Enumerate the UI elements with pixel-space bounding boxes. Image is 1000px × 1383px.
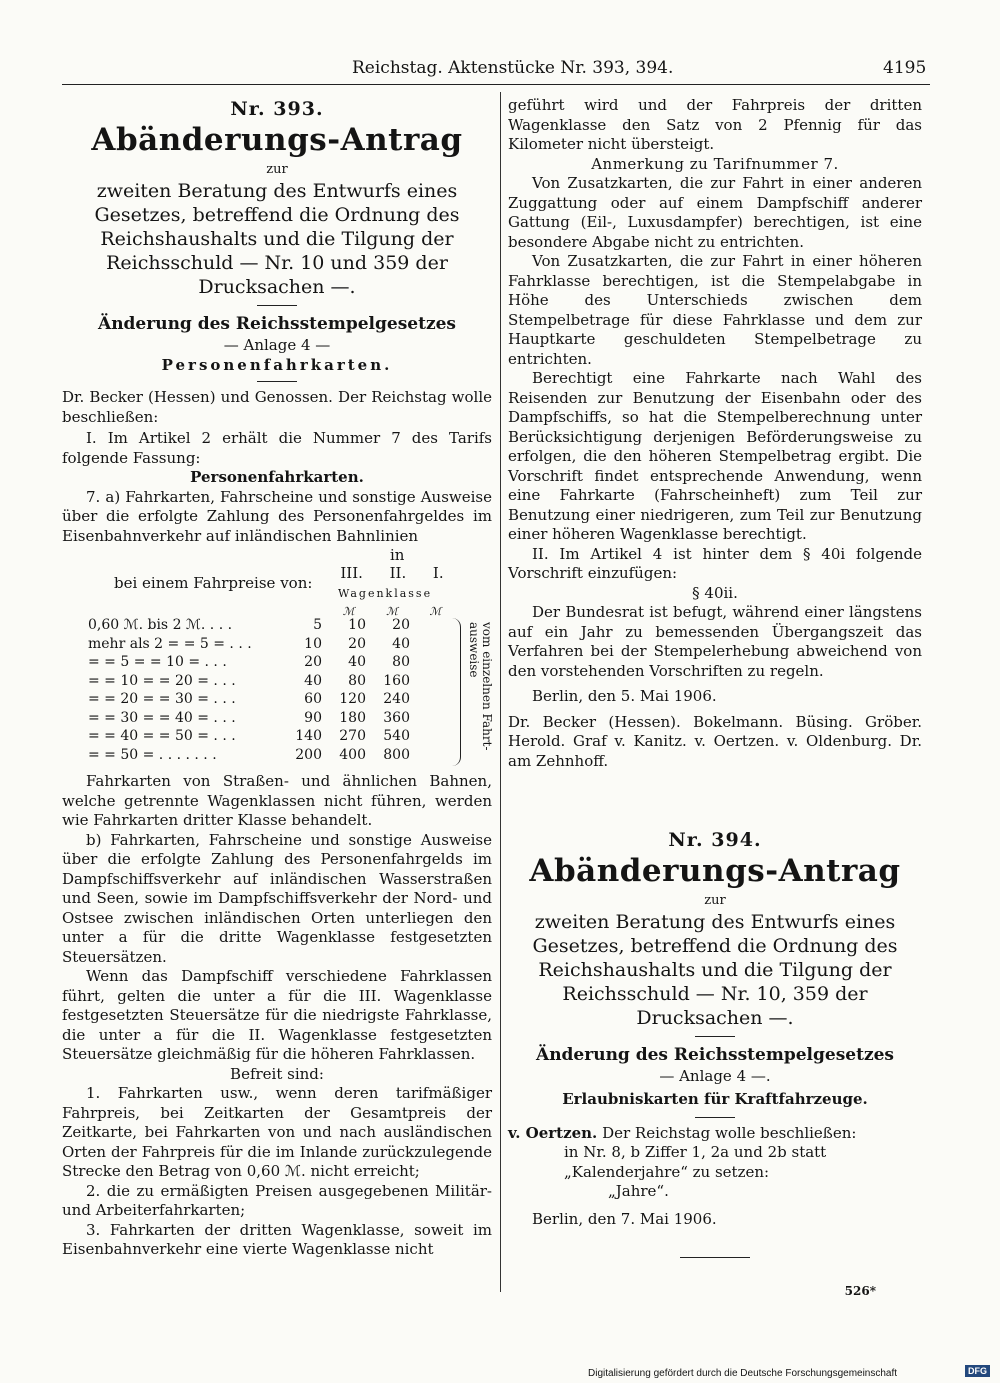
- amendment-replacement: „Jahre“.: [608, 1182, 669, 1200]
- fare-range: = = 30 = = 40 = . . .: [88, 709, 236, 726]
- motion-line: [508, 1124, 922, 1144]
- class-header: II.: [389, 564, 407, 582]
- fare-range: = = 10 = = 20 = . . .: [88, 672, 236, 689]
- fare-value: 20: [304, 654, 322, 670]
- doc-number: Nr. 393.: [230, 98, 324, 120]
- anmerkung-3: Berechtigt eine Fahrkarte nach Wahl des Reisenden zur Benutzung der Eisenbahn oder des Dampfschiffs, so hat die Stempelberechnung unter Berücksichtigung derjenigen Beförderungsweise zu erfolgen, die den höheren Stempelbetrag ergibt. Die Vorschrift findet entsprechende Anwendung, wenn eine Fahrkarte (Fahrscheinheft) zum Teil zur Benutzung einer niedrigeren, zum Teil zur Benutzung einer höheren Wagenklasse berechtigt.: [508, 369, 922, 543]
- fare-value: 10: [348, 617, 366, 633]
- paragraph-II: II. Im Artikel 4 ist hinter dem § 40i folgende Vorschrift einzufügen:: [508, 544, 922, 582]
- table-row: [86, 709, 412, 728]
- doc-title-2: Abänderungs-Antrag: [529, 852, 901, 889]
- fare-range: 0,60 ℳ. bis 2 ℳ. . . .: [88, 617, 233, 633]
- date-2: Berlin, den 7. Mai 1906.: [532, 1209, 717, 1228]
- proposer-name: v. Oertzen.: [508, 1123, 598, 1142]
- zur-label-2: zur: [704, 892, 726, 908]
- paragraph-7a: 7. a) Fahrkarten, Fahrscheine und sonstige Ausweise über die erfolgte Zahlung des Personenfahrgeldes im Eisenbahnverkehr auf inländischen Bahnlinien: [62, 487, 492, 545]
- fare-value: 40: [348, 654, 366, 670]
- right-column: [508, 96, 922, 1302]
- closing-rule: [680, 1257, 750, 1258]
- short-rule: [695, 1117, 735, 1118]
- fare-value: 800: [383, 746, 410, 763]
- doc-title: Abänderungs-Antrag: [91, 121, 463, 158]
- paragraph-sign: § 40ii.: [692, 583, 738, 602]
- fare-value: 160: [383, 672, 410, 689]
- class-header: III.: [340, 564, 363, 582]
- column-rule: [500, 92, 501, 1292]
- fare-value: 200: [295, 746, 322, 763]
- fare-value: 360: [383, 709, 410, 726]
- brace-label: vom einzelnen Fahrt-ausweise: [467, 622, 494, 751]
- paragraph-I: I. Im Artikel 2 erhält die Nummer 7 des Tarifs folgende Fassung:: [62, 429, 492, 467]
- fare-value: 80: [348, 672, 366, 689]
- wagenklasse-label: Wagenklasse: [338, 587, 433, 600]
- anmerkung-heading: Anmerkung zu Tarifnummer 7.: [591, 154, 839, 173]
- table-row: [86, 653, 412, 672]
- fare-value: 180: [339, 709, 366, 726]
- exemption-1: 1. Fahrkarten usw., wenn deren tarifmäßiger Fahrpreis, bei Zeitkarten der Gesamtpreis der Zeitkarte, bei Fahrkarten von und nach ausländischen Orten der Fahrpreis für die im Inlande zurückzulegende Strecke den Betrag von 0,60 ℳ. nicht erreicht;: [62, 1084, 492, 1180]
- strassen-paragraph: Fahrkarten von Straßen- und ähnlichen Bahnen, welche getrennte Wagenklassen nicht führen, werden wie Fahrkarten dritter Klasse behandelt.: [62, 772, 492, 829]
- section-heading: Änderung des Reichsstempelgesetzes: [98, 314, 456, 334]
- fare-range: = = 50 = . . . . . . .: [88, 746, 217, 763]
- fare-value: 270: [339, 728, 366, 744]
- header-rule: [62, 84, 930, 85]
- amendment-line: in Nr. 8, b Ziffer 1, 2a und 2b statt „Kalenderjahre“ zu setzen:: [564, 1143, 827, 1181]
- sub-heading-2: Erlaubniskarten für Kraftfahrzeuge.: [562, 1089, 868, 1108]
- anmerkung-1: Von Zusatzkarten, die zur Fahrt in einer anderen Zuggattung oder auf einem Dampfschiff anderer Gattung (Eil-, Luxusdampfer) berechtigen, ist eine besondere Abgabe nicht zu entrichten.: [508, 174, 922, 251]
- table-row: [86, 635, 412, 654]
- footer-credit: Digitalisierung gefördert durch die Deutsche Forschungsgemeinschaft: [588, 1368, 898, 1379]
- table-row: [86, 690, 412, 709]
- fare-value: 20: [392, 617, 410, 633]
- section-heading-2: Änderung des Reichsstempelgesetzes: [536, 1045, 894, 1065]
- fare-range: = = 5 = = 10 = . . .: [88, 654, 227, 670]
- short-rule: [257, 305, 297, 306]
- fare-value: 240: [383, 691, 410, 707]
- short-rule: [257, 381, 297, 382]
- doc-number-2: Nr. 394.: [668, 829, 762, 851]
- anlage-label-2: — Anlage 4 —.: [659, 1067, 771, 1085]
- doc-subject: zweiten Beratung des Entwurfs eines Gesetzes, betreffend die Ordnung des Reichshaushalts und die Tilgung der Reichsschuld — Nr. 10 und 359 der Drucksachen —.: [94, 180, 460, 298]
- paragraph-7b: b) Fahrkarten, Fahrscheine und sonstige Ausweise über die erfolgte Zahlung des Personenfahrgelds im Dampfschiffsverkehr auf inländischen Wasserstraßen und Seen, sowie im Dampfschiffsverkehr der Nord- und Ostsee zwischen inländischen Orten unterliegen den unter a für die dritte Wagenklasse festgesetzten Steuersätzen.: [62, 830, 492, 966]
- motion-text: Der Reichstag wolle beschließen:: [602, 1123, 857, 1142]
- fare-value: 400: [339, 746, 366, 763]
- fare-value: 140: [295, 728, 322, 744]
- fare-table-block: [62, 546, 492, 772]
- spaced-heading: Personenfahrkarten.: [161, 355, 393, 374]
- tarif-heading: Personenfahrkarten.: [190, 468, 364, 486]
- intro-paragraph: Dr. Becker (Hessen) und Genossen. Der Reichstag wolle beschließen:: [62, 388, 492, 426]
- table-row: [86, 746, 412, 765]
- fare-value: 120: [339, 691, 366, 707]
- running-header: Reichstag. Aktenstücke Nr. 393, 394.: [352, 58, 674, 78]
- fare-value: 10: [304, 635, 322, 652]
- fare-table: [86, 616, 412, 764]
- date-1: Berlin, den 5. Mai 1906.: [532, 687, 717, 705]
- table-row: [86, 672, 412, 691]
- unit-label: ℳ: [342, 605, 355, 618]
- table-in-label: in: [390, 546, 405, 564]
- fare-value: 60: [304, 691, 322, 707]
- table-row: [86, 616, 412, 635]
- zur-label: zur: [266, 161, 288, 177]
- anlage-label: — Anlage 4 —: [223, 336, 331, 354]
- short-rule: [695, 1036, 735, 1037]
- dfg-logo: DFG: [965, 1365, 990, 1377]
- table-brace: [452, 618, 461, 766]
- fare-range: = = 40 = = 50 = . . .: [88, 728, 236, 744]
- exemption-3: 3. Fahrkarten der dritten Wagenklasse, soweit im Eisenbahnverkehr eine vierte Wagenklasse nicht: [62, 1220, 492, 1258]
- table-label: bei einem Fahrpreise von:: [114, 574, 313, 592]
- left-column: [62, 96, 492, 1260]
- page-number: 4195: [883, 58, 927, 78]
- dampfschiff-paragraph: Wenn das Dampfschiff verschiedene Fahrklassen führt, gelten die unter a für die III. Wagenklasse festgesetzten Steuersätze für die niedrigste Fahrklasse, die unter a für die II. Wagenklasse festgesetzten Steuersätze gleichmäßig für die höheren Fahrklassen.: [62, 967, 492, 1063]
- class-header: I.: [432, 564, 444, 582]
- class-headers: [327, 564, 457, 584]
- fare-value: 20: [348, 635, 366, 652]
- fare-value: 40: [304, 672, 322, 689]
- paragraph-40ii: Der Bundesrat ist befugt, während einer längstens auf ein Jahr zu bemessenden Übergangszeit das Verfahren bei der Stempelerhebung abweichend von den vorstehenden Vorschriften zu regeln.: [508, 603, 922, 680]
- fare-range: = = 20 = = 30 = . . .: [88, 691, 236, 707]
- sheet-number: 526*: [844, 1284, 876, 1298]
- table-row: [86, 727, 412, 746]
- fare-value: 90: [304, 709, 322, 726]
- signatories: Dr. Becker (Hessen). Bokelmann. Büsing. Gröber. Herold. Graf v. Kanitz. v. Oertzen. v. Oldenburg. Dr. am Zehnhoff.: [508, 712, 922, 770]
- fare-value: 5: [313, 617, 322, 633]
- fare-value: 40: [392, 635, 410, 652]
- fare-value: 80: [392, 654, 410, 670]
- fare-value: 540: [383, 728, 410, 744]
- unit-label: ℳ: [429, 605, 442, 618]
- anmerkung-2: Von Zusatzkarten, die zur Fahrt in einer höheren Fahrklasse berechtigen, ist die Stempelabgabe in Höhe des Unterschieds zwischen dem Stempelbetrage für diese Fahrklasse und dem zur Hauptkarte geschuldeten Stempelbetrage zu entrichten.: [508, 252, 922, 368]
- fare-range: mehr als 2 = = 5 = . . .: [88, 635, 252, 652]
- befreit-label: Befreit sind:: [230, 1064, 324, 1083]
- exemption-2: 2. die zu ermäßigten Preisen ausgegebenen Militär- und Arbeiterfahrkarten;: [62, 1181, 492, 1219]
- doc-subject-2: zweiten Beratung des Entwurfs eines Gesetzes, betreffend die Ordnung des Reichshaushalts und die Tilgung der Reichsschuld — Nr. 10, 359 der Drucksachen —.: [532, 911, 898, 1029]
- continuation-paragraph: geführt wird und der Fahrpreis der dritten Wagenklasse den Satz von 2 Pfennig für das Kilometer nicht übersteigt.: [508, 96, 922, 153]
- unit-label: ℳ: [386, 605, 398, 618]
